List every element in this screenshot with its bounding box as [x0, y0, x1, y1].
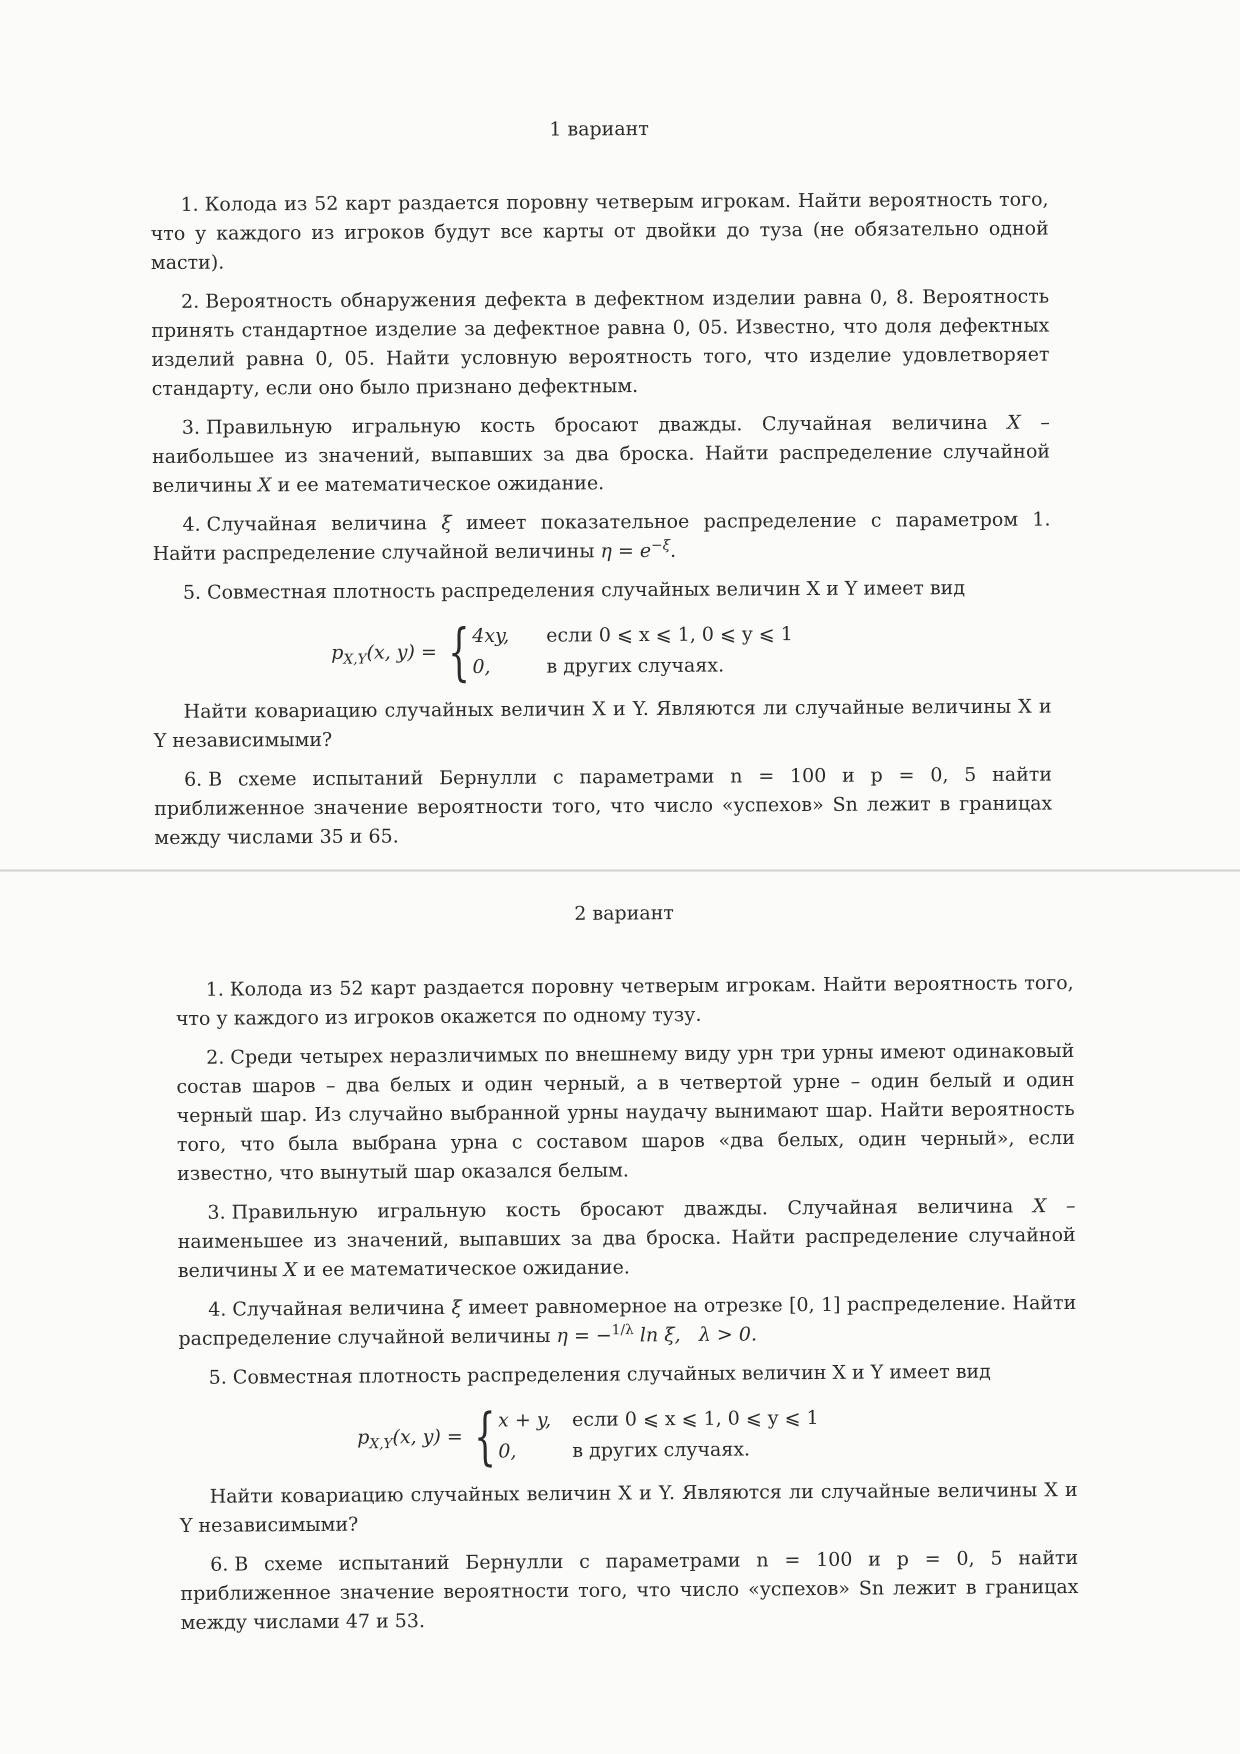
variant-1-problem-1: 1. Колода из 52 карт раздается поровну четверым игрокам. Найти вероятность того, что у каждого из игроков будут все карты от двойки до туза (не обязательно одной масти).	[150, 188, 1049, 274]
variant-2-problem-5: 5. Совместная плотность распределения случайных величин X и Y имеет вид	[208, 1360, 991, 1389]
variant-1-problem-3: 3. Правильную игральную кость бросают дважды. Случайная величина X – наибольшее из значений, выпавших за два броска. Найти распределение случайной величины X и ее математическое ожидание.	[152, 411, 1051, 497]
variant-2-problem-1: 1. Колода из 52 карт раздается поровну четверым игрокам. Найти вероятность того, что у каждого из игроков окажется по одному тузу.	[175, 971, 1074, 1030]
variant-1-problem-5: 5. Совместная плотность распределения случайных величин X и Y имеет вид	[182, 577, 966, 604]
variant-1-problem-2: 2. Вероятность обнаружения дефекта в дефектном изделии равна 0, 8. Вероятность принять стандартное изделие за дефектное равна 0, 05. Известно, что доля дефектных изделий равна 0, 05. Найти условную вероятность того, что изделие удовлетворяет стандарту, если оно было признано дефектным.	[151, 285, 1050, 400]
left-brace: {	[473, 1399, 496, 1473]
variant-2-problem-3: 3. Правильную игральную кость бросают дважды. Случайная величина X – наименьшее из значений, выпавших за два броска. Найти распределение случайной величины X и ее математическое ожидание.	[177, 1194, 1076, 1282]
variant-2-problem-4: 4. Случайная величина ξ имеет равномерное на отрезке [0, 1] распределение. Найти распределение случайной величины η = −$^{1/\lambda}$ ln ξ, λ > 0.	[178, 1291, 1077, 1350]
variant-2-title: 2 вариант	[574, 902, 674, 925]
variant-2-problem-6: 6. В схеме испытаний Бернулли с параметрами n = 100 и p = 0, 5 найти приближенное значение вероятности того, что число «успехов» Sn лежит в границах между числами 47 и 53.	[180, 1546, 1079, 1634]
variant-2-density-formula: $p_{X,Y}(x$, y) = { x + y, если 0 ⩽ x ⩽ 1, 0 ⩽ y ⩽ 1 0, в других случаях.	[357, 1399, 819, 1473]
variant-1-density-formula: $p_{X,Y}(x$, y) = { 4xy, если 0 ⩽ x ⩽ 1, 0 ⩽ y ⩽ 1 0, в других случаях.	[331, 615, 793, 689]
variant-1-problem-4: 4. Случайная величина ξ имеет показательное распределение с параметром 1. Найти распределение случайной величины $\eta = e^{-\xi}$.	[152, 508, 1051, 565]
left-brace: {	[447, 615, 470, 689]
variant-2-problem-2: 2. Среди четырех неразличимых по внешнему виду урн три урны имеют одинаковый состав шаров – два белых и один черный, а в четвертой урне – один белый и один черный шар. Из случайно выбранной урны наудачу вынимают шар. Найти вероятность того, что была выбрана урна с составом шаров «два белых, один черный», если известно, что вынутый шар оказался белым.	[176, 1039, 1075, 1185]
page-divider	[0, 869, 1240, 872]
variant-1-title: 1 вариант	[549, 117, 649, 141]
variant-2-problem-5-question: Найти ковариацию случайных величин X и Y. Являются ли случайные величины X и Y независимыми?	[179, 1478, 1078, 1537]
variant-1-block	[150, 113, 1053, 863]
variant-2-block	[175, 896, 1079, 1648]
variant-1-problem-5-question: Найти ковариацию случайных величин X и Y. Являются ли случайные величины X и Y независимыми?	[153, 695, 1052, 752]
variant-1-problem-6: 6. В схеме испытаний Бернулли с параметрами n = 100 и p = 0, 5 найти приближенное значение вероятности того, что число «успехов» Sn лежит в границах между числами 35 и 65.	[154, 763, 1053, 849]
